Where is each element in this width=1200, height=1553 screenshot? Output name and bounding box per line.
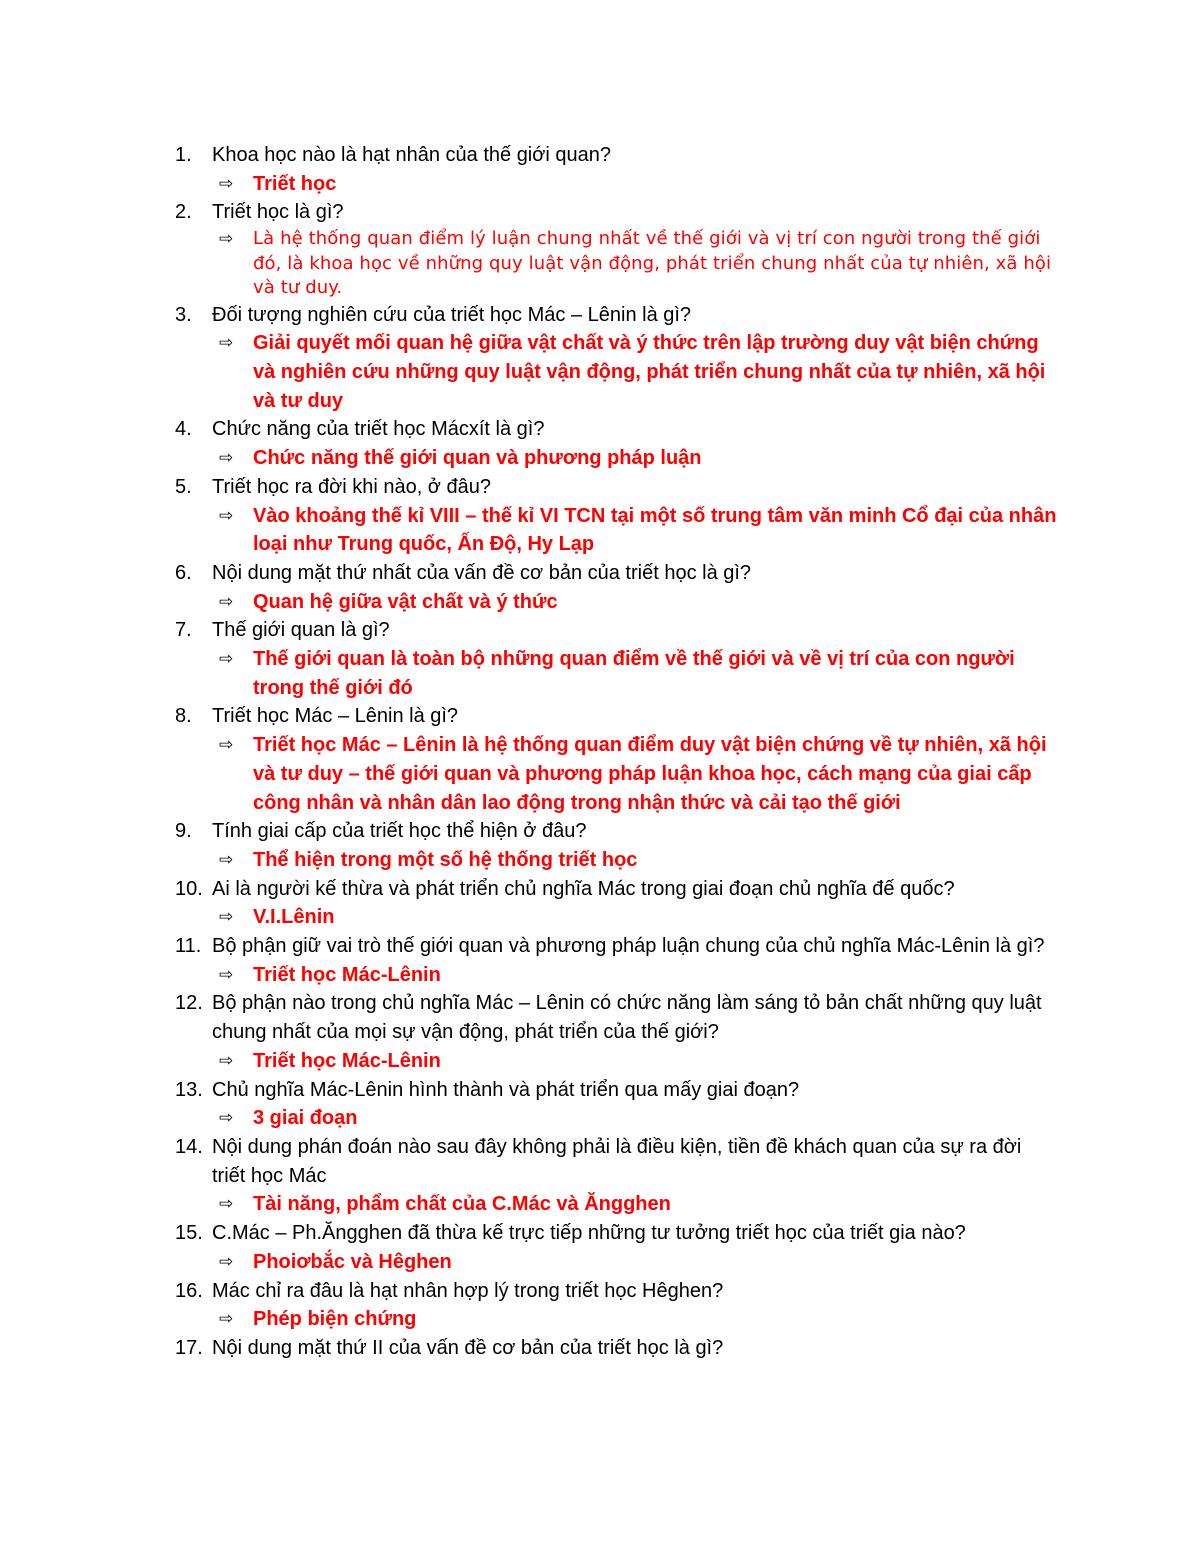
question-text: Tính giai cấp của triết học thể hiện ở đâu? (212, 820, 587, 843)
qa-item-6 (175, 559, 1075, 616)
arrow-right-outline-icon: ⇨ (219, 505, 234, 526)
question-list (175, 141, 1075, 1363)
arrow-right-outline-icon: ⇨ (219, 964, 234, 985)
question-number: 7. (175, 619, 192, 642)
question-number: 4. (175, 418, 192, 441)
question-number: 16. (175, 1279, 203, 1302)
answer-text: V.I.Lênin (253, 906, 335, 929)
question-number: 12. (175, 992, 203, 1015)
answer-text: Thể hiện trong một số hệ thống triết học (253, 848, 638, 871)
question-text: Chức năng của triết học Mácxít là gì? (212, 418, 545, 441)
qa-item-11 (175, 932, 1075, 989)
question-number: 2. (175, 201, 192, 224)
answer-text: Vào khoảng thế kỉ VIII – thế kỉ VI TCN tại một số trung tâm văn minh Cổ đại của nhân loại như Trung quốc, Ấn Độ, Hy Lạp (253, 504, 1057, 556)
answer-text: Tài năng, phẩm chất của C.Mác và Ăngghen (253, 1193, 671, 1216)
qa-item-15 (175, 1219, 1075, 1276)
arrow-right-outline-icon: ⇨ (219, 1251, 234, 1272)
qa-item-7 (175, 616, 1075, 702)
answer-text: Triết học Mác-Lênin (253, 1049, 441, 1072)
question-number: 11. (175, 935, 202, 958)
question-text: Thế giới quan là gì? (212, 619, 390, 642)
qa-item-14 (175, 1133, 1075, 1219)
answer-text: 3 giai đoạn (253, 1107, 358, 1130)
question-number: 3. (175, 303, 192, 326)
question-text: Nội dung mặt thứ II của vấn đề cơ bản của triết học là gì? (212, 1336, 724, 1359)
question-text: Triết học ra đời khi nào, ở đâu? (212, 475, 491, 498)
arrow-right-outline-icon: ⇨ (219, 849, 234, 870)
answer-text: Chức năng thế giới quan và phương pháp luận (253, 447, 702, 470)
question-text: Đối tượng nghiên cứu của triết học Mác – Lênin là gì? (212, 303, 692, 326)
question-text: Bộ phận nào trong chủ nghĩa Mác – Lênin có chức năng làm sáng tỏ bản chất những quy luật chung nhất của mọi sự vận động, phát triển của thế giới? (212, 992, 1042, 1044)
arrow-right-outline-icon: ⇨ (219, 333, 234, 354)
question-text: Ai là người kế thừa và phát triển chủ nghĩa Mác trong giai đoạn chủ nghĩa đế quốc? (212, 877, 955, 900)
answer-text: Phép biện chứng (253, 1308, 417, 1331)
qa-item-13 (175, 1076, 1075, 1133)
answer-text: Triết học Mác-Lênin (253, 963, 441, 986)
answer-text: Là hệ thống quan điểm lý luận chung nhất về thế giới và vị trí con người trong thế giới đó, là khoa học về những quy luật vận động, phát triển chung nhất của tự nhiên, xã hội và tư duy. (253, 228, 1052, 299)
question-text: Nội dung mặt thứ nhất của vấn đề cơ bản của triết học là gì? (212, 561, 752, 584)
question-number: 10. (175, 877, 203, 900)
arrow-right-outline-icon: ⇨ (219, 1309, 234, 1330)
qa-item-12 (175, 989, 1075, 1075)
question-text: Khoa học nào là hạt nhân của thế giới quan? (212, 144, 611, 166)
answer-text: Giải quyết mối quan hệ giữa vật chất và ý thức trên lập trường duy vật biện chứng và nghiên cứu những quy luật vận động, phát triển chung nhất của tự nhiên, xã hội và tư duy (253, 332, 1046, 412)
arrow-right-outline-icon: ⇨ (219, 649, 234, 670)
question-number: 1. (175, 144, 192, 166)
arrow-right-outline-icon: ⇨ (219, 173, 234, 194)
qa-item-5 (175, 473, 1075, 559)
qa-item-16 (175, 1277, 1075, 1334)
answer-text: Quan hệ giữa vật chất và ý thức (253, 590, 558, 613)
qa-item-17 (175, 1334, 1075, 1363)
arrow-right-outline-icon: ⇨ (219, 735, 234, 756)
qa-item-2 (175, 198, 1075, 300)
answer-text: Triết học (253, 172, 337, 195)
qa-item-1 (175, 141, 1075, 198)
arrow-right-outline-icon: ⇨ (219, 1050, 234, 1071)
arrow-right-outline-icon: ⇨ (219, 591, 234, 612)
question-number: 17. (175, 1336, 203, 1359)
question-number: 15. (175, 1222, 203, 1245)
arrow-right-outline-icon: ⇨ (219, 1108, 234, 1129)
answer-text: Thế giới quan là toàn bộ những quan điểm về thế giới và về vị trí của con người trong thế giới đó (253, 648, 1015, 699)
question-number: 8. (175, 705, 192, 728)
question-text: Triết học là gì? (212, 201, 344, 224)
question-number: 5. (175, 475, 192, 498)
answer-text: Triết học Mác – Lênin là hệ thống quan điểm duy vật biện chứng về tự nhiên, xã hội và tư duy – thế giới quan và phương pháp luận khoa học, cách mạng của giai cấp công nhân và nhân dân lao động trong nhận thức và cải tạo thế giới (253, 734, 1047, 814)
arrow-right-outline-icon: ⇨ (219, 448, 234, 469)
question-text: Mác chỉ ra đâu là hạt nhân hợp lý trong triết học Hêghen? (212, 1279, 724, 1302)
question-number: 14. (175, 1136, 203, 1158)
question-text: C.Mác – Ph.Ăngghen đã thừa kế trực tiếp những tư tưởng triết học của triết gia nào? (212, 1222, 966, 1245)
question-number: 6. (175, 561, 192, 584)
question-text: Triết học Mác – Lênin là gì? (212, 705, 459, 728)
question-text: Chủ nghĩa Mác-Lênin hình thành và phát triển qua mấy giai đoạn? (212, 1078, 800, 1101)
question-text: Bộ phận giữ vai trò thế giới quan và phương pháp luận chung của chủ nghĩa Mác-Lênin là gì? (212, 935, 1045, 958)
arrow-right-outline-icon: ⇨ (219, 907, 234, 928)
qa-item-10 (175, 875, 1075, 932)
qa-item-8 (175, 702, 1075, 817)
question-text: Nội dung phán đoán nào sau đây không phải là điều kiện, tiền đề khách quan của sự ra đời triết học Mác (212, 1136, 1022, 1187)
question-number: 9. (175, 820, 192, 843)
qa-item-4 (175, 415, 1075, 472)
qa-item-9 (175, 817, 1075, 874)
question-number: 13. (175, 1078, 203, 1101)
qa-item-3 (175, 301, 1075, 416)
answer-text: Phoiơbắc và Hêghen (253, 1250, 452, 1273)
arrow-right-outline-icon: ⇨ (219, 1194, 234, 1215)
arrow-right-outline-icon: ⇨ (219, 229, 234, 250)
